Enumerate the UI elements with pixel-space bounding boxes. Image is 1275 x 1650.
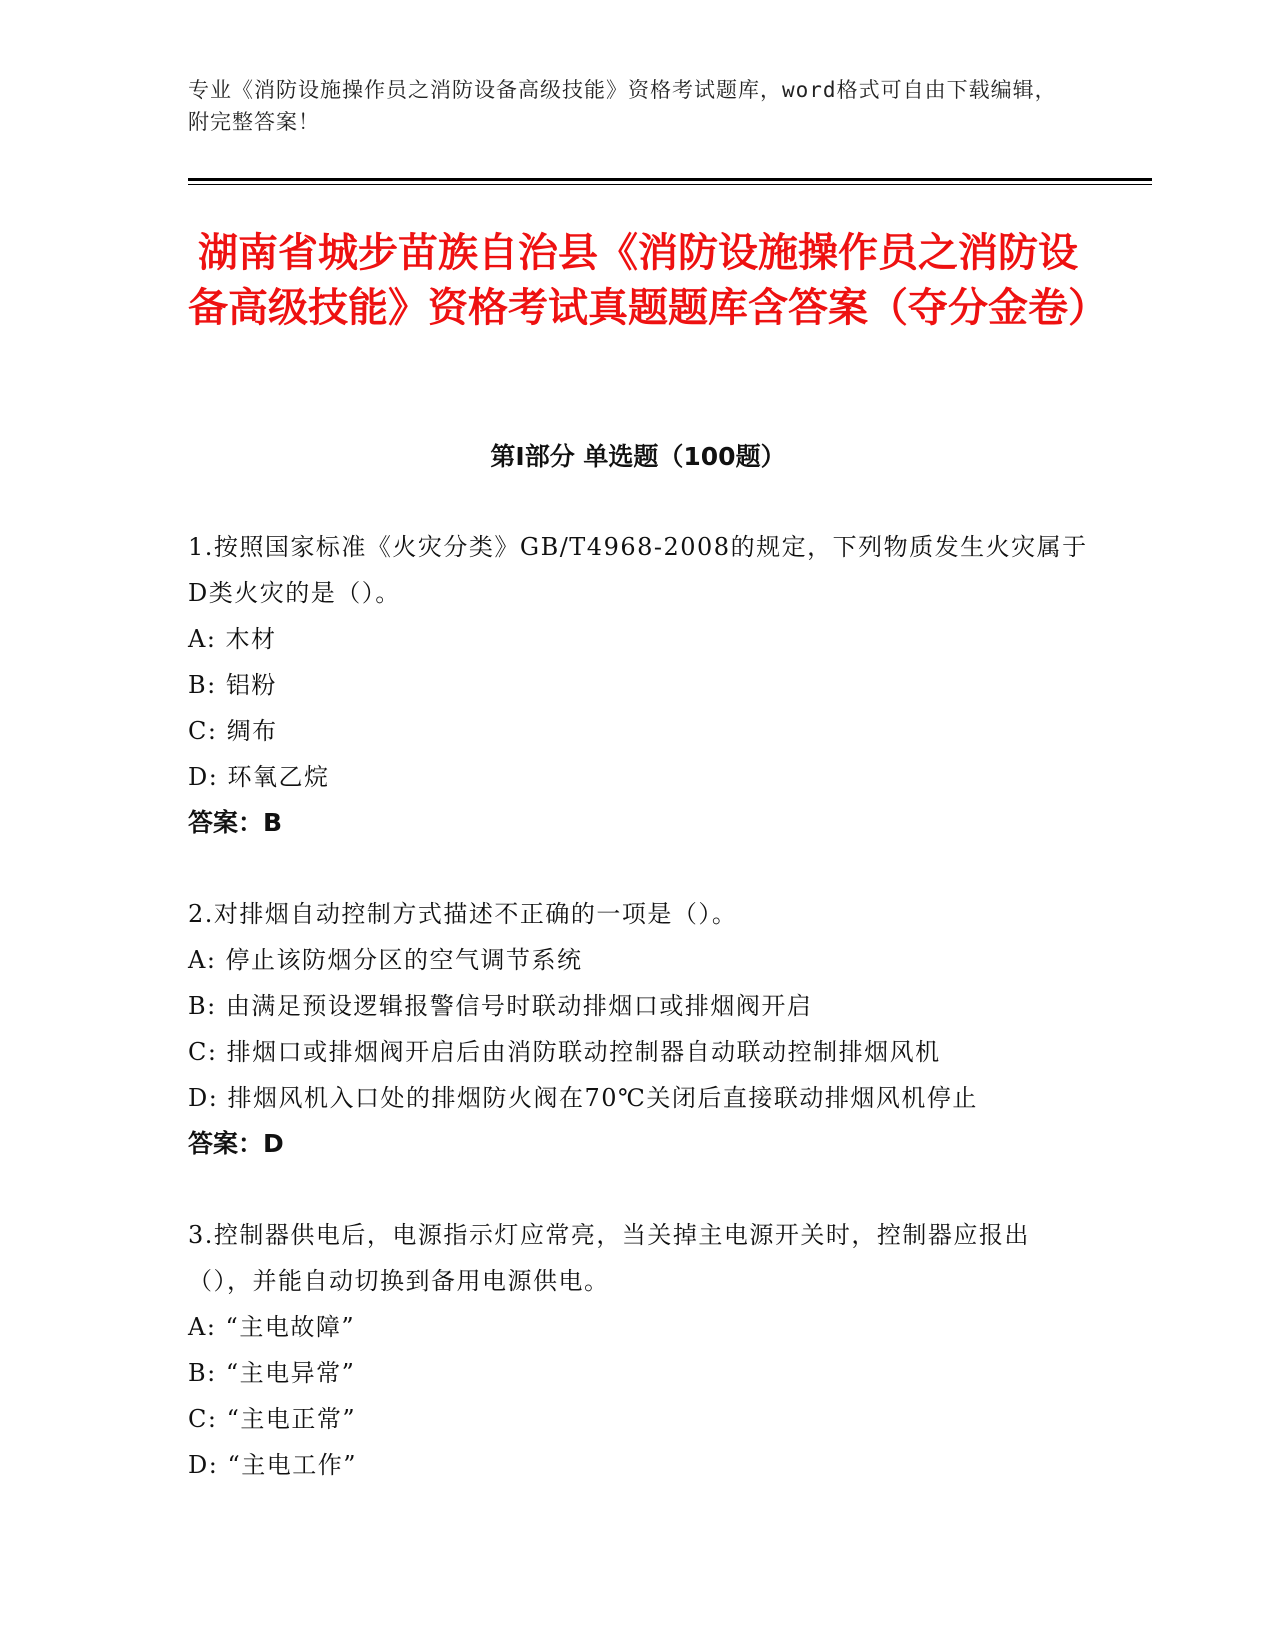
answer: 答案：D (188, 1129, 284, 1158)
question-list (188, 524, 1088, 1533)
header-divider-thick (188, 178, 1152, 181)
option-a: A: 停止该防烟分区的空气调节系统 (188, 946, 583, 974)
question-stem: 3.控制器供电后，电源指示灯应常亮，当关掉主电源开关时，控制器应报出（），并能自动切换到备用电源供电。 (188, 1221, 1030, 1295)
question-1 (188, 524, 1088, 846)
question-2 (188, 891, 1088, 1167)
option-a: A: 木材 (188, 625, 277, 653)
header-divider-thin (188, 184, 1152, 185)
document-title: 湖南省城步苗族自治县《消防设施操作员之消防设备高级技能》资格考试真题题库含答案（夺分金卷） (188, 230, 1108, 331)
option-b: B: “主电异常” (188, 1359, 356, 1387)
question-stem: 1.按照国家标准《火灾分类》GB/T4968-2008的规定，下列物质发生火灾属于D类火灾的是（）。 (188, 533, 1088, 607)
option-c: C: “主电正常” (188, 1405, 357, 1433)
option-a: A: “主电故障” (188, 1313, 356, 1341)
option-b: B: 由满足预设逻辑报警信号时联动排烟口或排烟阀开启 (188, 992, 813, 1020)
answer: 答案：B (188, 808, 283, 837)
option-d: D: 环氧乙烷 (188, 763, 330, 791)
question-stem: 2.对排烟自动控制方式描述不正确的一项是（）。 (188, 900, 738, 928)
question-3 (188, 1212, 1088, 1488)
option-c: C: 排烟口或排烟阀开启后由消防联动控制器自动联动控制排烟风机 (188, 1038, 941, 1066)
option-d: D: “主电工作” (188, 1451, 357, 1479)
header-note: 专业《消防设施操作员之消防设备高级技能》资格考试题库，word格式可自由下载编辑，附完整答案！ (188, 78, 1057, 134)
option-d: D: 排烟风机入口处的排烟防火阀在70℃关闭后直接联动排烟风机停止 (188, 1084, 978, 1112)
option-b: B: 铝粉 (188, 671, 277, 699)
section-heading: 第Ⅰ部分 单选题（100题） (490, 442, 786, 471)
option-c: C: 绸布 (188, 717, 278, 745)
